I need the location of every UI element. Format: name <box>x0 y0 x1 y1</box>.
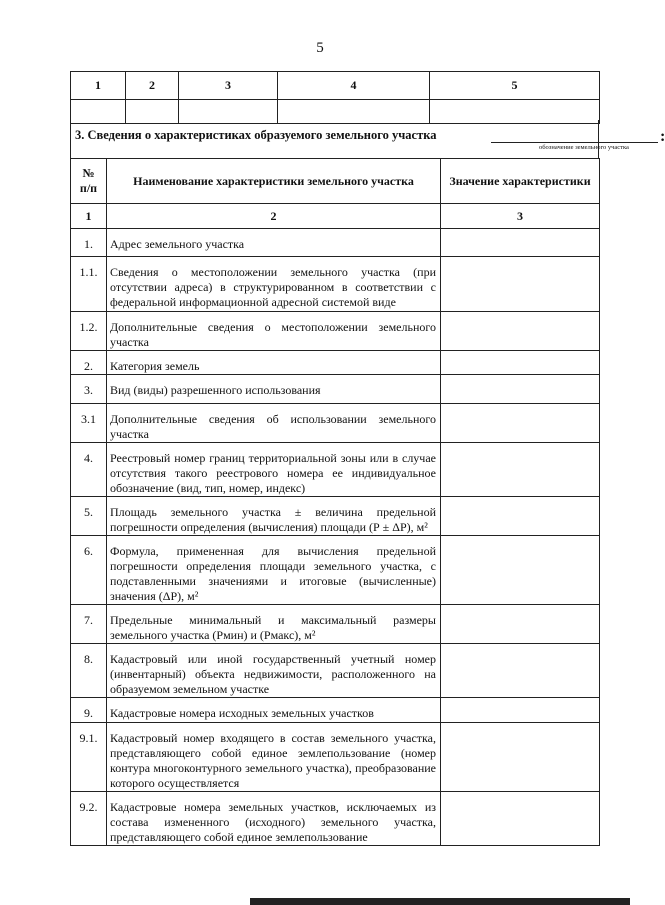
section-heading <box>70 120 665 159</box>
table-row <box>71 229 600 257</box>
row-number: 3.1 <box>71 404 107 443</box>
row-number: 2. <box>71 351 107 375</box>
row-value <box>441 497 600 536</box>
row-value <box>441 536 600 605</box>
row-number: 5. <box>71 497 107 536</box>
row-number: 7. <box>71 605 107 644</box>
row-number: 3. <box>71 375 107 404</box>
row-number: 9.1. <box>71 723 107 792</box>
row-number: 9. <box>71 698 107 723</box>
index-cell: 3 <box>441 204 600 229</box>
row-number: 4. <box>71 443 107 497</box>
index-cell: 2 <box>107 204 441 229</box>
row-value <box>441 698 600 723</box>
table-row <box>71 497 600 536</box>
top-header-cell: 3 <box>179 72 278 100</box>
row-value <box>441 351 600 375</box>
top-header-row <box>71 72 600 100</box>
row-name: Вид (виды) разрешенного использования <box>107 375 441 404</box>
designation-fill-line <box>491 142 658 143</box>
row-value <box>441 229 600 257</box>
row-value <box>441 605 600 644</box>
table-row <box>71 312 600 351</box>
row-value <box>441 443 600 497</box>
row-name: Дополнительные сведения о местоположении земельного участка <box>107 312 441 351</box>
table-row <box>71 443 600 497</box>
designation-caption: обозначение земельного участка <box>539 144 629 151</box>
table-row <box>71 351 600 375</box>
row-name: Площадь земельного участка ± величина предельной погрешности определения (вычисления) площади (Р ± ΔР), м² <box>107 497 441 536</box>
row-value <box>441 375 600 404</box>
row-name: Предельные минимальный и максимальный размеры земельного участка (Рмин) и (Рмакс), м² <box>107 605 441 644</box>
row-number: 1. <box>71 229 107 257</box>
row-name: Кадастровые номера исходных земельных участков <box>107 698 441 723</box>
row-name: Сведения о местоположении земельного участка (при отсутствии адреса) в структурированном в соответствии с федеральной информационной адресной системой виде <box>107 257 441 312</box>
row-number: 9.2. <box>71 792 107 846</box>
row-value <box>441 792 600 846</box>
row-value <box>441 257 600 312</box>
table-row <box>71 644 600 698</box>
header-number-line2: п/п <box>79 181 98 195</box>
land-plot-characteristics-table <box>70 158 600 846</box>
table-row <box>71 257 600 312</box>
table-row <box>71 375 600 404</box>
row-name: Дополнительные сведения об использовании земельного участка <box>107 404 441 443</box>
header-number <box>71 159 107 204</box>
index-cell: 1 <box>71 204 107 229</box>
scan-edge-mark <box>250 898 630 905</box>
row-name: Кадастровый или иной государственный учетный номер (инвентарный) объекта недвижимости, расположенного на образуемом земельном участке <box>107 644 441 698</box>
page-number: 5 <box>316 40 324 56</box>
row-number: 8. <box>71 644 107 698</box>
row-value <box>441 312 600 351</box>
row-number: 1.1. <box>71 257 107 312</box>
previous-table-continuation <box>70 71 600 124</box>
section-title: 3. Сведения о характеристиках образуемого земельного участка <box>75 128 437 142</box>
top-header-cell: 2 <box>126 72 179 100</box>
header-value: Значение характеристики <box>441 159 600 204</box>
row-name: Кадастровый номер входящего в состав земельного участка, представляющего собой единое землепользование (номер контура многоконтурного земельного участка), преобразование которого осуществляется <box>107 723 441 792</box>
row-number: 1.2. <box>71 312 107 351</box>
top-header-cell: 5 <box>430 72 600 100</box>
table-row <box>71 404 600 443</box>
table-row <box>71 792 600 846</box>
row-name: Категория земель <box>107 351 441 375</box>
row-value <box>441 644 600 698</box>
header-number-line1: № <box>82 166 95 180</box>
row-name: Реестровый номер границ территориальной зоны или в случае отсутствия такого реестрового номера ее индивидуальное обозначение (вид, тип, номер, индекс) <box>107 443 441 497</box>
row-number: 6. <box>71 536 107 605</box>
table-row <box>71 698 600 723</box>
table-row <box>71 536 600 605</box>
row-name: Адрес земельного участка <box>107 229 441 257</box>
row-name: Кадастровые номера земельных участков, исключаемых из состава измененного (исходного) земельного участка, представляющего собой единое землепользование <box>107 792 441 846</box>
table-row <box>71 605 600 644</box>
row-value <box>441 723 600 792</box>
table-index-row <box>71 204 600 229</box>
header-name: Наименование характеристики земельного участка <box>107 159 441 204</box>
top-header-cell: 1 <box>71 72 126 100</box>
section-colon: : <box>660 128 665 145</box>
table-row <box>71 723 600 792</box>
row-name: Формула, примененная для вычисления предельной погрешности определения площади земельного участка, с подставленными значениями и итоговые (вычисленные) значения (ΔР), м² <box>107 536 441 605</box>
top-header-cell: 4 <box>278 72 430 100</box>
row-value <box>441 404 600 443</box>
table-header-row <box>71 159 600 204</box>
